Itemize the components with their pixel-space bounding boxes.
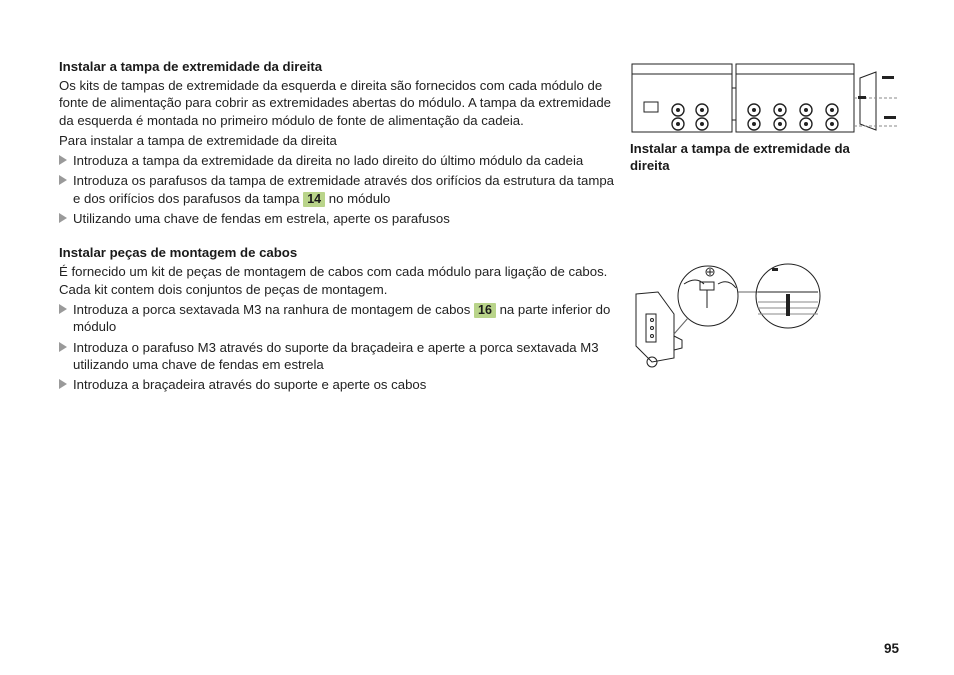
list-item	[59, 301, 615, 336]
cable-mount-steps-list	[59, 301, 615, 393]
list-item	[59, 210, 615, 227]
cable-mount-illustration	[630, 258, 830, 370]
end-cap-illustration	[630, 58, 898, 138]
main-text-column	[59, 58, 615, 396]
section-heading-end-cap: Instalar a tampa de extremidade da direita	[59, 59, 323, 74]
reference-badge: 16	[474, 303, 496, 318]
end-cap-steps-list	[59, 152, 615, 227]
section-intro-cable-mount: É fornecido um kit de peças de montagem de cabos com cada módulo para ligação de cabos. Cada kit contem dois conjuntos de peças de montagem.	[59, 264, 608, 297]
figure-caption-end-cap: Instalar a tampa de extremidade da direita	[630, 141, 850, 174]
triangle-bullet-icon	[59, 175, 67, 185]
section-lead-end-cap: Para instalar a tampa de extremidade da direita	[59, 132, 337, 148]
step-text: na parte inferior do módulo	[73, 301, 611, 335]
triangle-bullet-icon	[59, 213, 67, 223]
step-text: no módulo	[328, 190, 391, 206]
step-text: Introduza o parafuso M3 através do suporte da braçadeira e aperte a porca sextavada M3 utilizando uma chave de fendas em estrela	[73, 339, 599, 372]
section-intro-end-cap: Os kits de tampas de extremidade da esquerda e direita são fornecidos com cada módulo de fonte de alimentação para cobrir as extremidades abertas do módulo. A tampa da extremidade da esquerda é montada no primeiro módulo de fonte de alimentação da cadeia.	[59, 78, 611, 128]
triangle-bullet-icon	[59, 342, 67, 352]
list-item	[59, 172, 615, 207]
reference-badge: 14	[303, 192, 325, 207]
step-text: Utilizando uma chave de fendas em estrela, aperte os parafusos	[73, 211, 450, 227]
list-item	[59, 376, 615, 393]
step-text: Introduza a tampa da extremidade da direita no lado direito do último módulo da cadeia	[73, 153, 584, 169]
step-text: Introduza a porca sextavada M3 na ranhura de montagem de cabos	[73, 301, 471, 317]
list-item	[59, 152, 615, 169]
triangle-bullet-icon	[59, 379, 67, 389]
triangle-bullet-icon	[59, 155, 67, 165]
cable-mount-section	[59, 244, 615, 393]
list-item	[59, 339, 615, 374]
step-text: Introduza os parafusos da tampa de extremidade através dos orifícios da estrutura da tampa e dos orifícios dos parafusos da tampa	[73, 173, 614, 206]
section-heading-cable-mount: Instalar peças de montagem de cabos	[59, 245, 298, 261]
step-text: Introduza a braçadeira através do suporte e aperte os cabos	[73, 377, 427, 393]
page-number: 95	[883, 641, 899, 656]
triangle-bullet-icon	[59, 304, 67, 314]
